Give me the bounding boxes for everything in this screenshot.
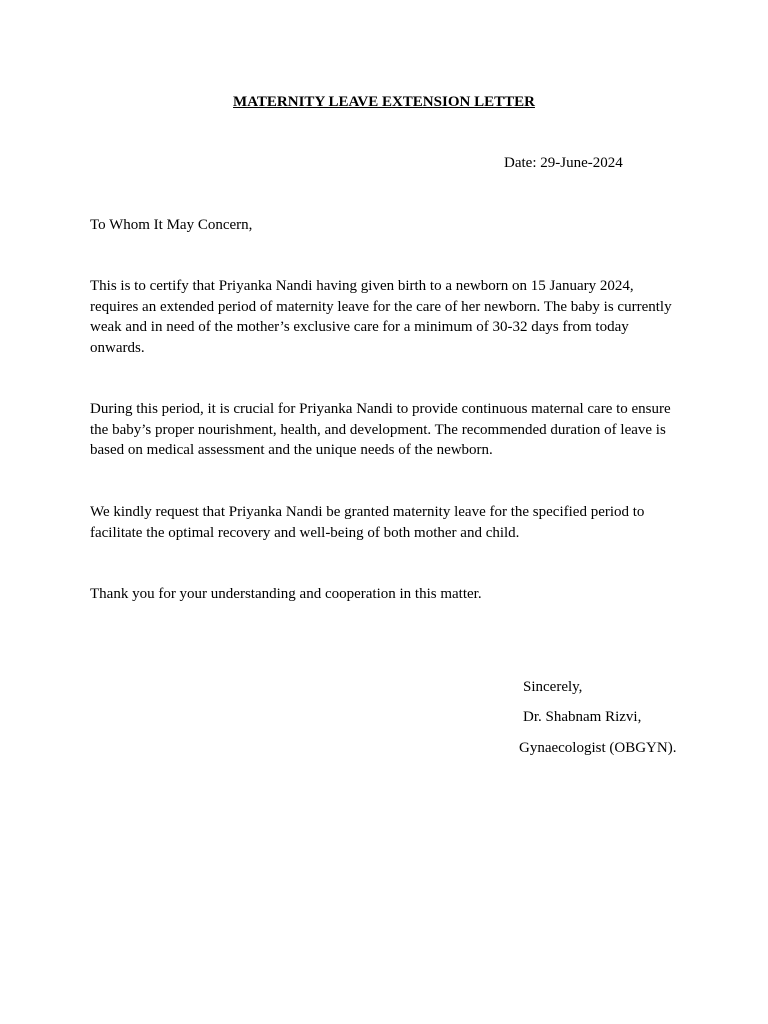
signature-closing: Sincerely,	[523, 679, 583, 695]
body-paragraph-thanks: Thank you for your understanding and cooperation in this matter.	[90, 586, 482, 602]
date-label: Date:	[504, 155, 537, 171]
body-paragraph-certification: This is to certify that Priyanka Nandi having given birth to a newborn on 15 January 2024, requires an extended period of maternity leave for the care of her newborn. The baby is currently weak and in need of the mother’s exclusive care for a minimum of 30-32 days from today onwards.	[90, 278, 672, 356]
letter-title: MATERNITY LEAVE EXTENSION LETTER	[233, 94, 535, 110]
body-paragraph-request: We kindly request that Priyanka Nandi be granted maternity leave for the specified period to facilitate the optimal recovery and well-being of both mother and child.	[90, 504, 645, 541]
body-paragraph-care: During this period, it is crucial for Priyanka Nandi to provide continuous maternal care to ensure the baby’s proper nourishment, health, and development. The recommended duration of leave is based on medical assessment and the unique needs of the newborn.	[90, 401, 671, 459]
signature-role: Gynaecologist (OBGYN).	[519, 740, 677, 756]
date-value: 29-June-2024	[540, 155, 623, 171]
letter-date	[504, 153, 623, 174]
salutation: To Whom It May Concern,	[90, 217, 253, 233]
signature-name: Dr. Shabnam Rizvi,	[523, 709, 642, 725]
